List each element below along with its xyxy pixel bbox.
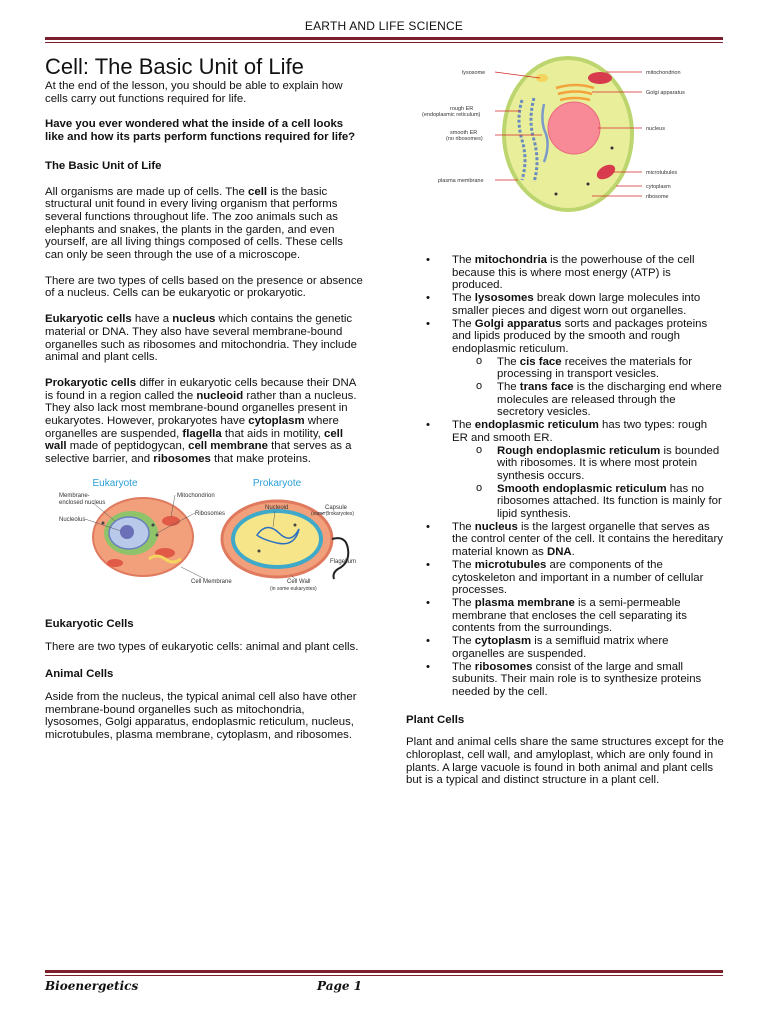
svg-text:Membrane-: Membrane-	[59, 492, 90, 499]
eukaryote-prokaryote-figure	[45, 475, 363, 603]
plant-cells-heading: Plant Cells	[406, 713, 465, 726]
opening-question: Have you ever wondered what the inside of a cell looks like and how its parts perform functions required for life?	[45, 118, 356, 144]
svg-text:Flagellum: Flagellum	[330, 558, 357, 565]
prok-ribosome-dot	[258, 549, 261, 552]
nucleolus-shape	[120, 525, 134, 539]
label-mitochondrion: mitochondrion	[646, 70, 681, 76]
list-item: • The ribosomes consist of the large and small subunits. Their main role is to synthesize proteins needed by the cell.	[406, 661, 724, 699]
svg-text:Nucleolus: Nucleolus	[59, 516, 86, 523]
list-item: • The microtubules are components of the cytoskeleton and important in a number of cellular processes.	[406, 559, 724, 597]
list-item: • The cytoplasm is a semifluid matrix where organelles are suspended.	[406, 635, 724, 660]
svg-text:Mitochondrion: Mitochondrion	[177, 492, 215, 499]
list-item: • The mitochondria is the powerhouse of the cell because this is where most energy (ATP) is produced.	[406, 254, 724, 292]
footer-subject: Bioenergetics	[45, 979, 139, 993]
label-golgi: Golgi apparatus	[646, 90, 685, 96]
intro-text: At the end of the lesson, you should be able to explain how cells carry out functions required for life.	[45, 80, 343, 105]
prok-ribosome-dot-2	[294, 523, 297, 526]
animal-cell-diagram	[406, 54, 724, 214]
label-microtubules: microtubules	[646, 170, 678, 176]
animal-cells-text: Aside from the nucleus, the typical animal cell also have other membrane-bound organelles such as mitochondria, lysosomes, Golgi apparatus, endoplasmic reticulum, nucleus, microtubules, plasma membrane, cytoplasm, and ribosomes.	[45, 690, 357, 742]
label-smooth-er: smooth ER	[450, 130, 478, 136]
animal-cells-heading: Animal Cells	[45, 668, 114, 681]
nucleus-circle	[548, 102, 600, 154]
svg-text:Nucleoid: Nucleoid	[265, 504, 289, 511]
mitochondrion-shape	[162, 516, 180, 526]
footer-rule	[45, 970, 723, 976]
cell-types-paragraph: There are two types of cells based on the presence or absence of a nucleus. Cells can be eukaryotic or prokaryotic.	[45, 274, 363, 300]
svg-text:Ribosomes: Ribosomes	[195, 510, 226, 517]
sub-list-item: o Smooth endoplasmic reticulum has no ribosomes attached. Its function is mainly for lipid synthesis.	[452, 483, 724, 521]
ribosome-dot	[102, 521, 105, 524]
list-item: • The nucleus is the largest organelle that serves as the control center of the cell. It contains the hereditary material known as DNA.	[406, 521, 724, 559]
label-rough-er: rough ER	[450, 106, 474, 112]
label-lysosome: lysosome	[462, 70, 486, 76]
footer-page-number: Page 1	[317, 979, 363, 993]
list-item: • The endoplasmic reticulum has two types: rough ER and smooth ER. o Rough endoplasmic reticulum is bounded with ribosomes. It is where most protein synthesis occurs. o Smooth endoplasmic reticulum has no ribosomes attached. Its function is mainly for lipid synthesis.	[406, 419, 724, 521]
label-plasma-membrane: plasma membrane	[438, 178, 484, 184]
list-item: • The lysosomes break down large molecules into smaller pieces and digest worn out organelles.	[406, 292, 724, 317]
right-column	[406, 54, 724, 787]
left-column	[45, 54, 363, 742]
page-title: Cell: The Basic Unit of Life	[45, 54, 304, 79]
list-item: • The Golgi apparatus sorts and packages proteins and lipids produced by the smooth and rough endoplasmic reticulum. o The cis face receives the materials for processing in transport vesicles. o The trans face is the discharging end where molecules are released through the secretory vesicles.	[406, 318, 724, 420]
svg-text:Capsule: Capsule	[325, 504, 348, 511]
mitochondrion-shape-3	[107, 559, 123, 567]
er-sublist	[452, 445, 724, 521]
sub-list-item: o The trans face is the discharging end where molecules are released through the secretory vesicles.	[452, 381, 724, 419]
prokaryote-cytoplasm-shape	[235, 513, 319, 565]
ribosome-dot-3	[152, 523, 155, 526]
svg-text:(no ribosomes): (no ribosomes)	[446, 136, 483, 142]
running-header: EARTH AND LIFE SCIENCE	[304, 19, 464, 33]
organelle-list	[406, 254, 724, 699]
svg-text:(some prokaryotes): (some prokaryotes)	[311, 510, 355, 517]
label-nucleus: nucleus	[646, 126, 665, 132]
label-cytoplasm: cytoplasm	[646, 184, 671, 190]
header-rule	[45, 37, 723, 43]
svg-text:(endoplasmic reticulum): (endoplasmic reticulum)	[422, 112, 481, 118]
eukaryote-title: Eukaryote	[92, 477, 138, 489]
eukaryotic-cells-text: There are two types of eukaryotic cells: animal and plant cells.	[45, 640, 359, 653]
mitochondrion-oval	[588, 72, 612, 84]
basic-unit-paragraph: All organisms are made up of cells. The cell is the basic structural unit found in every living organism that performs several functions throughout life. The zoo animals such as elephants and snakes, the plants in the garden, and even yourself, are all living things composed of cells. These cells can only be seen through the use of a microscope.	[45, 185, 343, 262]
sub-list-item: o The cis face receives the materials for processing in transport vesicles.	[452, 356, 724, 381]
eukaryotic-cells-heading: Eukaryotic Cells	[45, 617, 134, 630]
svg-text:Cell Membrane: Cell Membrane	[191, 578, 232, 585]
prokaryotic-paragraph: Prokaryotic cells differ in eukaryotic cells because their DNA is found in a region called the nucleoid rather than a nucleus. They also lack most membrane-bound organelles present in eukaryotes. However, prokaryotes have cytoplasm where organelles are suspended, flagella that aids in motility, cell wall made of peptidogycan, cell membrane that serves as a selective barrier, and ribosomes that make proteins.	[45, 376, 357, 466]
basic-unit-heading: The Basic Unit of Life	[45, 159, 162, 172]
sub-list-item: o Rough endoplasmic reticulum is bounded with ribosomes. It is where most protein synthesis occurs.	[452, 445, 724, 483]
svg-text:(in some eukaryotes): (in some eukaryotes)	[270, 585, 317, 592]
svg-text:enclosed nucleus: enclosed nucleus	[59, 499, 106, 506]
ribosome-dot-2	[156, 533, 159, 536]
plant-cells-text: Plant and animal cells share the same structures except for the chloroplast, cell wall, and amyloplast, which are only found in plants. A large vacuole is found in both animal and plant cells but is a typical and distinct structure in a plant cell.	[406, 736, 724, 787]
prokaryote-title: Prokaryote	[252, 477, 302, 489]
list-item: • The plasma membrane is a semi-permeable membrane that encloses the cell separating its contents from the surroundings.	[406, 597, 724, 635]
eukaryotic-paragraph: Eukaryotic cells have a nucleus which contains the genetic material or DNA. They also have several membrane-bound organelles such as ribosomes and mitochondria. They include animal and plant cells.	[45, 313, 357, 364]
label-ribosome: ribosome	[646, 194, 669, 200]
golgi-sublist	[452, 356, 724, 420]
svg-text:Cell Wall: Cell Wall	[287, 578, 311, 585]
